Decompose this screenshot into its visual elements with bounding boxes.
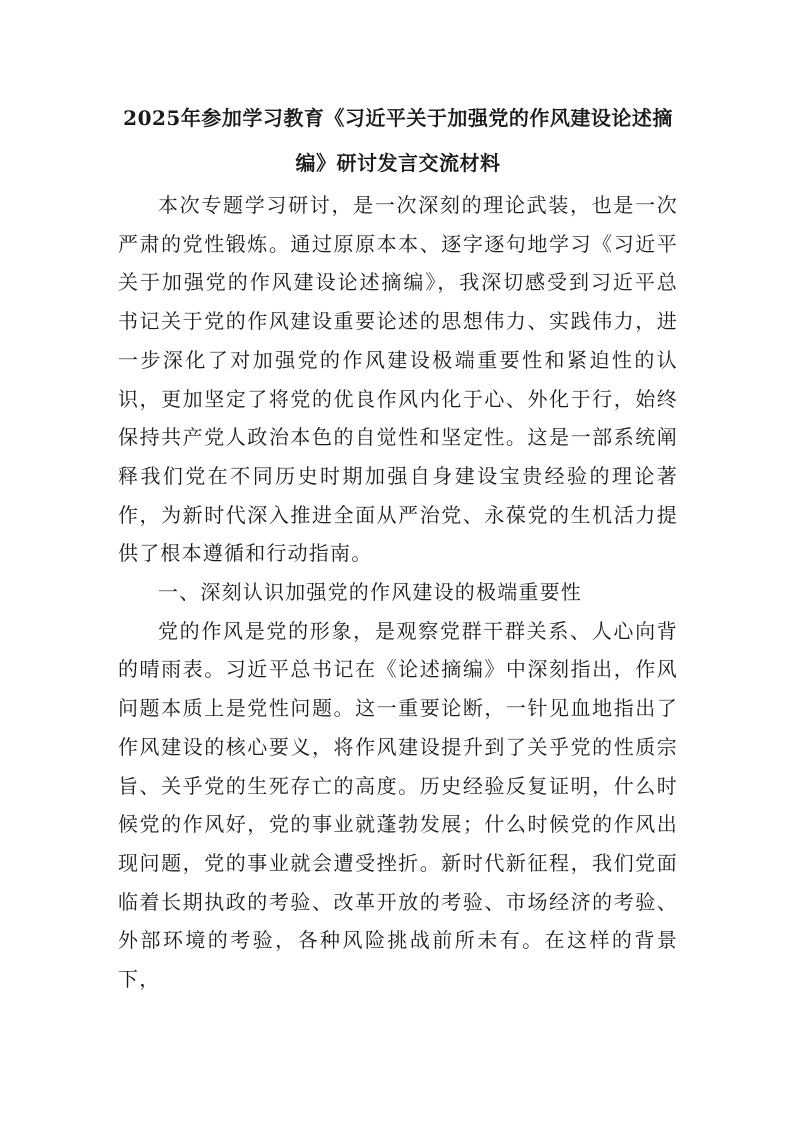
document-page xyxy=(118,96,678,999)
intro-paragraph: 本次专题学习研讨，是一次深刻的理论武装，也是一次严肃的党性锻炼。通过原原本本、逐字逐句地学习《习近平关于加强党的作风建设论述摘编》，我深切感受到习近平总书记关于党的作风建设重要论述的思想伟力、实践伟力，进一步深化了对加强党的作风建设极端重要性和紧迫性的认识，更加坚定了将党的优良作风内化于心、外化于行，始终保持共产党人政治本色的自觉性和坚定性。这是一部系统阐释我们党在不同历史时期加强自身建设宝贵经验的理论著作，为新时代深入推进全面从严治党、永葆党的生机活力提供了根本遵循和行动指南。 xyxy=(118,193,678,566)
document-title: 2025年参加学习教育《习近平关于加强党的作风建设论述摘编》研讨发言交流材料 xyxy=(123,106,673,175)
section-heading: 一、深刻认识加强党的作风建设的极端重要性 xyxy=(158,580,582,605)
section-paragraph: 党的作风是党的形象，是观察党群干群关系、人心向背的晴雨表。习近平总书记在《论述摘编》中深刻指出，作风问题本质上是党性问题。这一重要论断，一针见血地指出了作风建设的核心要义，将作风建设提升到了关乎党的性质宗旨、关乎党的生死存亡的高度。历史经验反复证明，什么时候党的作风好，党的事业就蓬勃发展；什么时候党的作风出现问题，党的事业就会遭受挫折。新时代新征程，我们党面临着长期执政的考验、改革开放的考验、市场经济的考验、外部环境的考验，各种风险挑战前所未有。在这样的背景下， xyxy=(118,618,678,992)
